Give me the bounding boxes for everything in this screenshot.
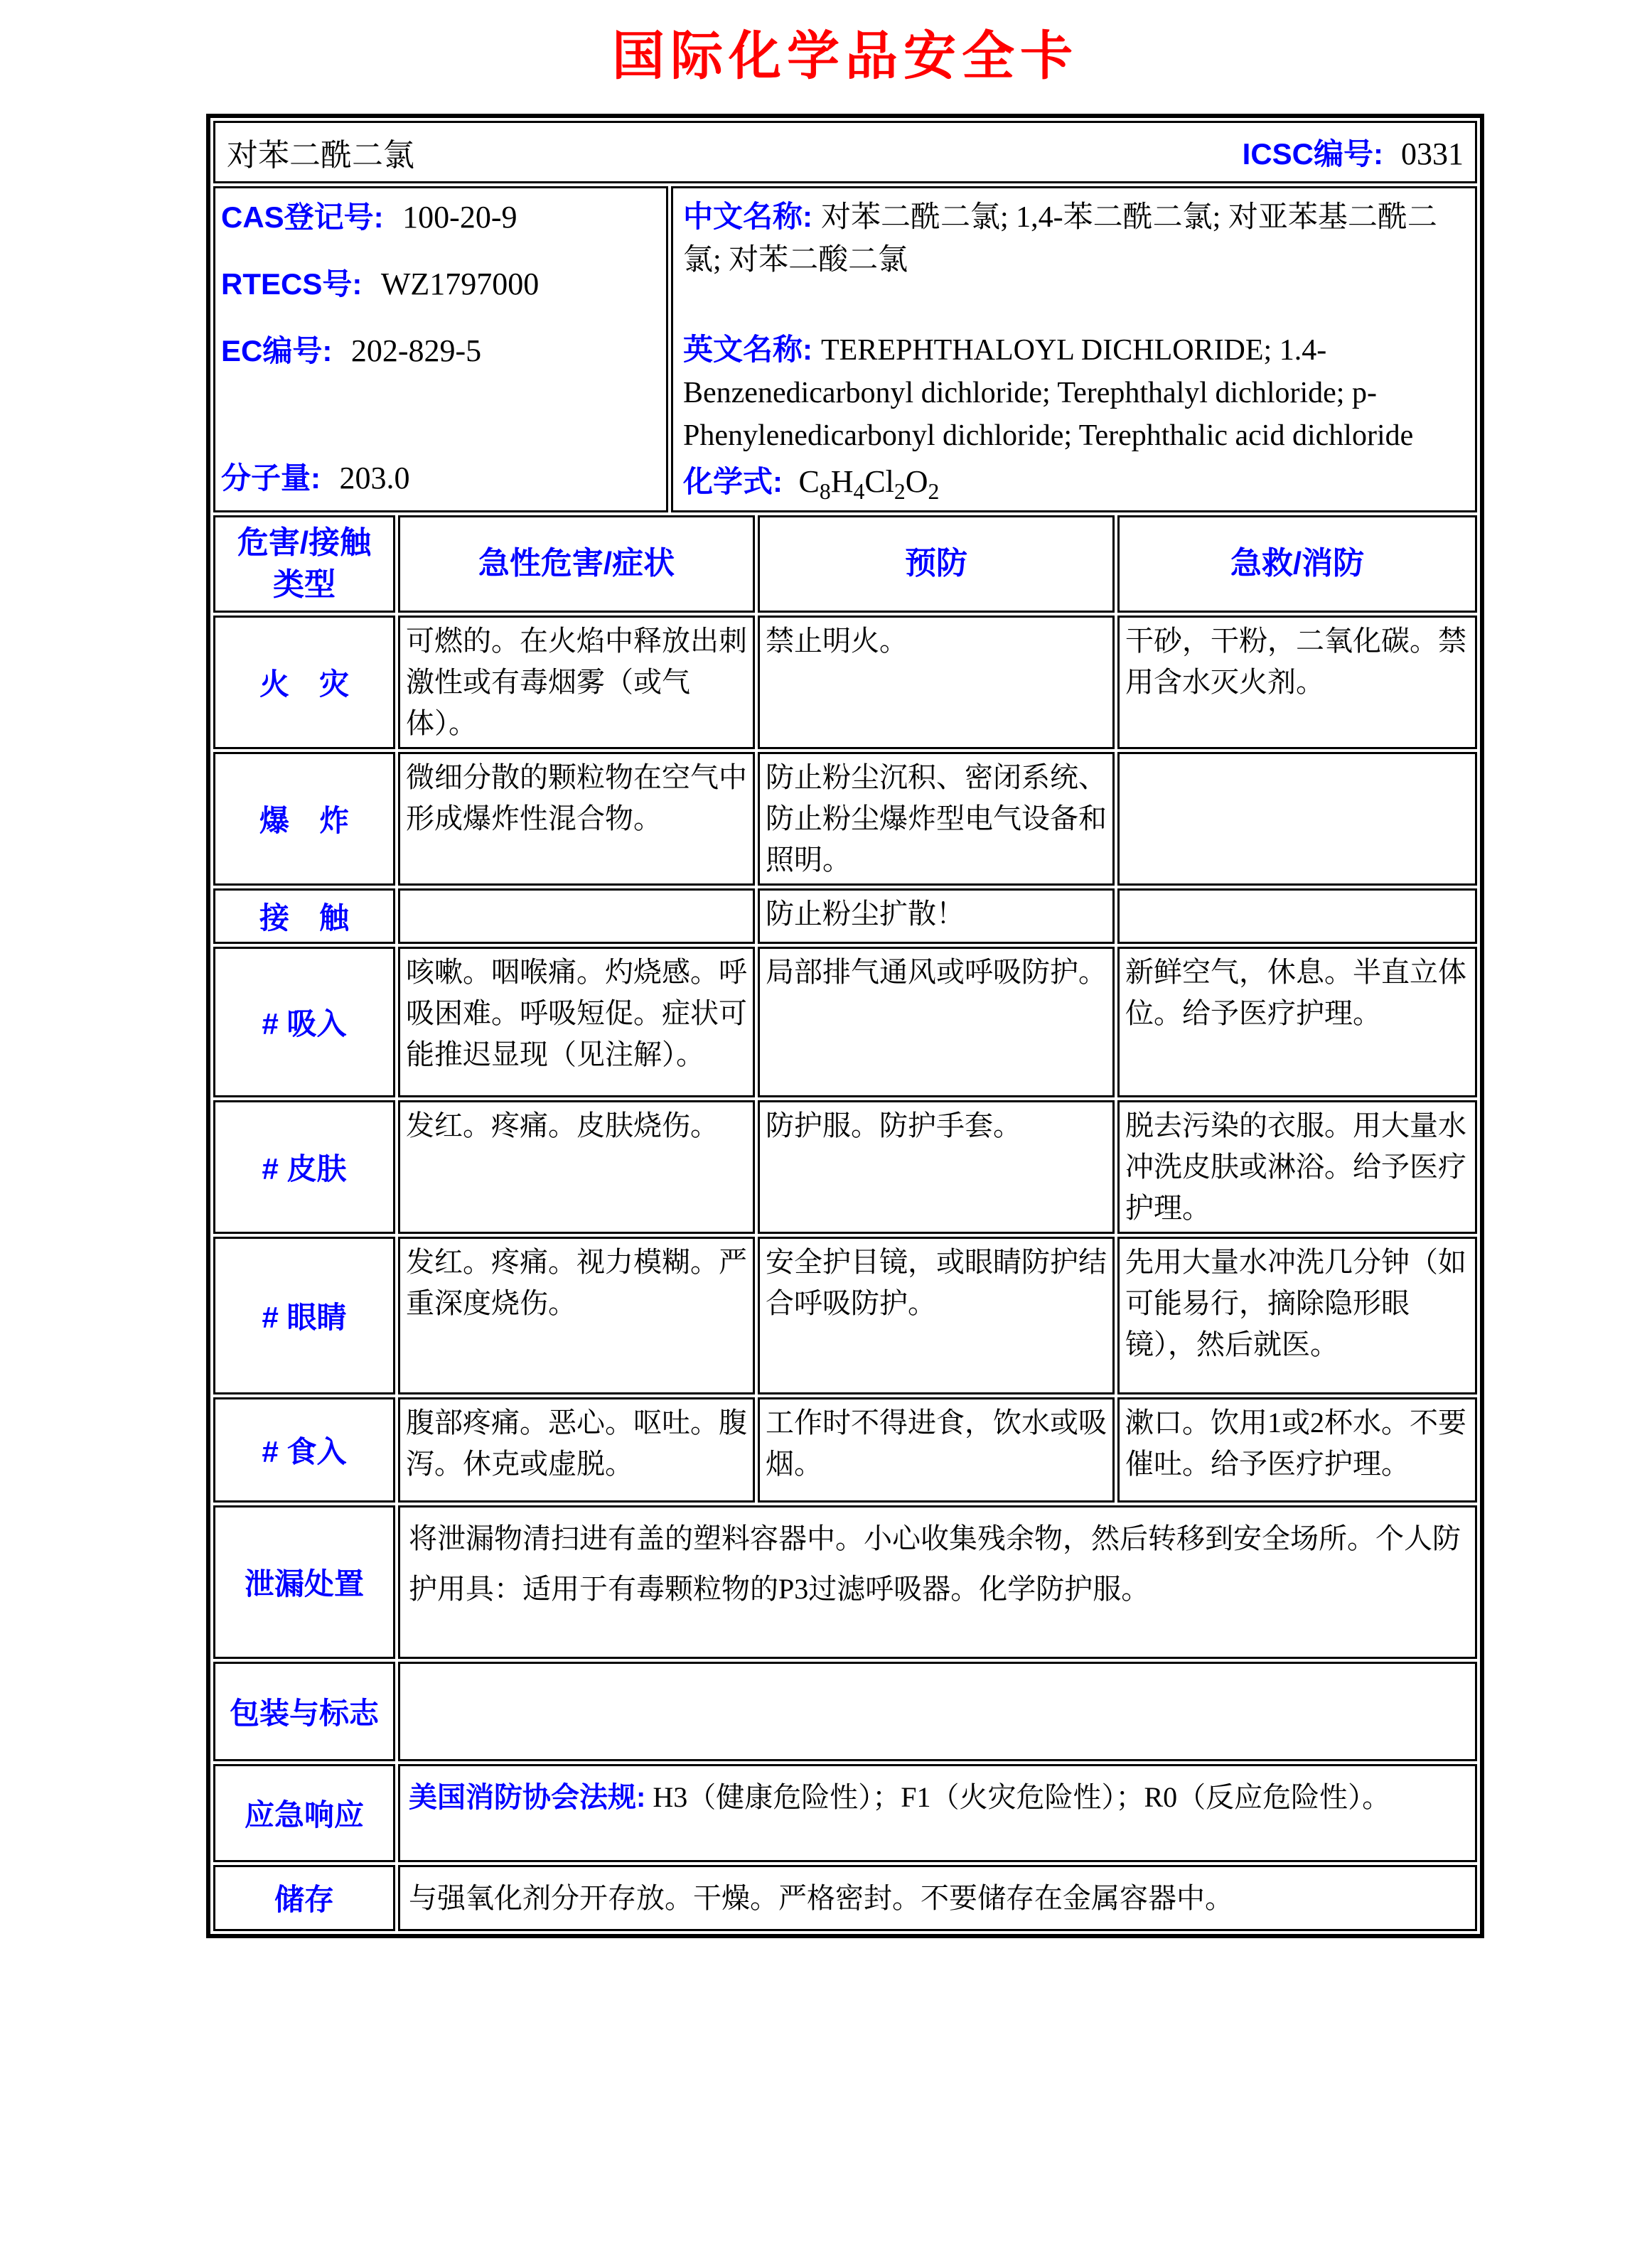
spillage-disposal-content-cell: 将泄漏物清扫进有盖的塑料容器中。小心收集残余物，然后转移到安全场所。个人防护用具：适用于有毒颗粒物的P3过滤呼吸器。化学防护服。 [398, 1505, 1477, 1659]
row-label-skin: # 皮肤 [213, 1100, 395, 1234]
icsc-label: ICSC编号: [1242, 137, 1383, 171]
row-label-inhalation: # 吸入 [213, 947, 395, 1097]
fire-prevention-cell: 禁止明火。 [758, 616, 1115, 749]
formula-label: 化学式: [683, 465, 783, 499]
cas-label: CAS登记号: [221, 200, 384, 234]
fire-symptoms-cell: 可燃的。在火焰中释放出刺激性或有毒烟雾（或气体）。 [398, 616, 755, 749]
molecular-weight-label: 分子量: [221, 461, 321, 495]
molecular-weight-line [221, 456, 660, 500]
col-header-first-aid: 急救/消防 [1117, 515, 1477, 613]
page-title: 国际化学品安全卡 [612, 28, 1078, 86]
eyes-symptoms-cell: 发红。疼痛。视力模糊。严重深度烧伤。 [398, 1237, 755, 1394]
row-label-emergency-response: 应急响应 [213, 1764, 395, 1862]
row-label-contact: 接 触 [213, 888, 395, 944]
rtecs-label: RTECS号: [221, 267, 363, 301]
contact-prevention-cell: 防止粉尘扩散！ [758, 888, 1115, 944]
nfpa-code-value: H3（健康危险性）；F1（火灾危险性）；R0（反应危险性）。 [653, 1780, 1391, 1813]
skin-first-aid-cell: 脱去污染的衣服。用大量水冲洗皮肤或淋浴。给予医疗护理。 [1117, 1100, 1477, 1234]
chemical-formula: $C_8H_4Cl_2O_2$ [798, 464, 940, 504]
row-label-eyes: # 眼睛 [213, 1237, 395, 1394]
inhalation-prevention-cell: 局部排气通风或呼吸防护。 [758, 947, 1115, 1097]
row-label-ingestion: # 食入 [213, 1397, 395, 1503]
names-cell [671, 186, 1477, 512]
rtecs-number-line [221, 262, 660, 306]
col-header-prevention: 预防 [758, 515, 1115, 613]
eyes-prevention-cell: 安全护目镜，或眼睛防护结合呼吸防护。 [758, 1237, 1115, 1394]
skin-symptoms-cell: 发红。疼痛。皮肤烧伤。 [398, 1100, 755, 1234]
ingestion-prevention-cell: 工作时不得进食，饮水或吸烟。 [758, 1397, 1115, 1503]
emergency-response-content-cell [398, 1764, 1477, 1862]
inhalation-first-aid-cell: 新鲜空气，休息。半直立体位。给予医疗护理。 [1117, 947, 1477, 1097]
hazard-table [213, 515, 1477, 1931]
chinese-name-value: 对苯二酰二氯; 1,4-苯二酰二氯; 对亚苯基二酰二氯; 对苯二酸二氯 [683, 201, 1437, 276]
explosion-prevention-cell: 防止粉尘沉积、密闭系统、防止粉尘爆炸型电气设备和照明。 [758, 752, 1115, 886]
substance-name-section [213, 121, 1477, 183]
nfpa-code-label: 美国消防协会法规: [409, 1781, 646, 1813]
formula-line [683, 460, 1465, 505]
row-label-spillage-disposal: 泄漏处置 [213, 1505, 395, 1659]
substance-name: 对苯二酰二氯 [227, 138, 414, 173]
inhalation-symptoms-cell: 咳嗽。咽喉痛。灼烧感。呼吸困难。呼吸短促。症状可能推迟显现（见注解）。 [398, 947, 755, 1097]
fire-first-aid-cell: 干砂，干粉，二氧化碳。禁用含水灭火剂。 [1117, 616, 1477, 749]
identifiers-section [213, 186, 1477, 512]
eyes-first-aid-cell: 先用大量水冲洗几分钟（如可能易行，摘除隐形眼镜），然后就医。 [1117, 1237, 1477, 1394]
packaging-labelling-content-cell [398, 1662, 1477, 1761]
spacer [221, 395, 660, 456]
ec-number-line [221, 329, 660, 373]
substance-name-row [213, 121, 1477, 183]
ingestion-symptoms-cell: 腹部疼痛。恶心。呕吐。腹泻。休克或虚脱。 [398, 1397, 755, 1503]
molecular-weight-value: 203.0 [339, 460, 410, 495]
cas-value: 100-20-9 [402, 200, 517, 235]
col-header-hazard-type: 危害/接触类型 [213, 515, 395, 613]
english-name-value: TEREPHTHALOYL DICHLORIDE; 1.4-Benzenedicarbonyl dichloride; Terephthalyl dichloride; p-Phenylenedicarbonyl dichloride; Terephthalic acid dichloride [683, 334, 1414, 452]
skin-prevention-cell: 防护服。防护手套。 [758, 1100, 1115, 1234]
cas-number-line [221, 195, 660, 240]
col-header-symptoms: 急性危害/症状 [398, 515, 755, 613]
icsc-card [206, 114, 1484, 1938]
explosion-first-aid-cell [1117, 752, 1477, 886]
registry-numbers-cell [213, 186, 668, 512]
rtecs-value: WZ1797000 [380, 266, 540, 301]
row-label-packaging-labelling: 包装与标志 [213, 1662, 395, 1761]
contact-first-aid-cell [1117, 888, 1477, 944]
icsc-number-group [1243, 131, 1464, 173]
ec-value: 202-829-5 [350, 333, 482, 368]
english-name-line [683, 328, 1465, 457]
icsc-number: 0331 [1401, 136, 1464, 171]
contact-symptoms-cell [398, 888, 755, 944]
chinese-name-line [683, 195, 1465, 281]
row-label-explosion: 爆 炸 [213, 752, 395, 886]
english-name-label: 英文名称: [683, 333, 812, 367]
storage-content-cell: 与强氧化剂分开存放。干燥。严格密封。不要储存在金属容器中。 [398, 1865, 1477, 1931]
ec-label: EC编号: [221, 333, 333, 367]
ingestion-first-aid-cell: 漱口。饮用1或2杯水。不要催吐。给予医疗护理。 [1117, 1397, 1477, 1503]
row-label-fire: 火 灾 [213, 616, 395, 749]
row-label-storage: 储存 [213, 1865, 395, 1931]
explosion-symptoms-cell: 微细分散的颗粒物在空气中形成爆炸性混合物。 [398, 752, 755, 886]
chinese-name-label: 中文名称: [683, 200, 812, 233]
